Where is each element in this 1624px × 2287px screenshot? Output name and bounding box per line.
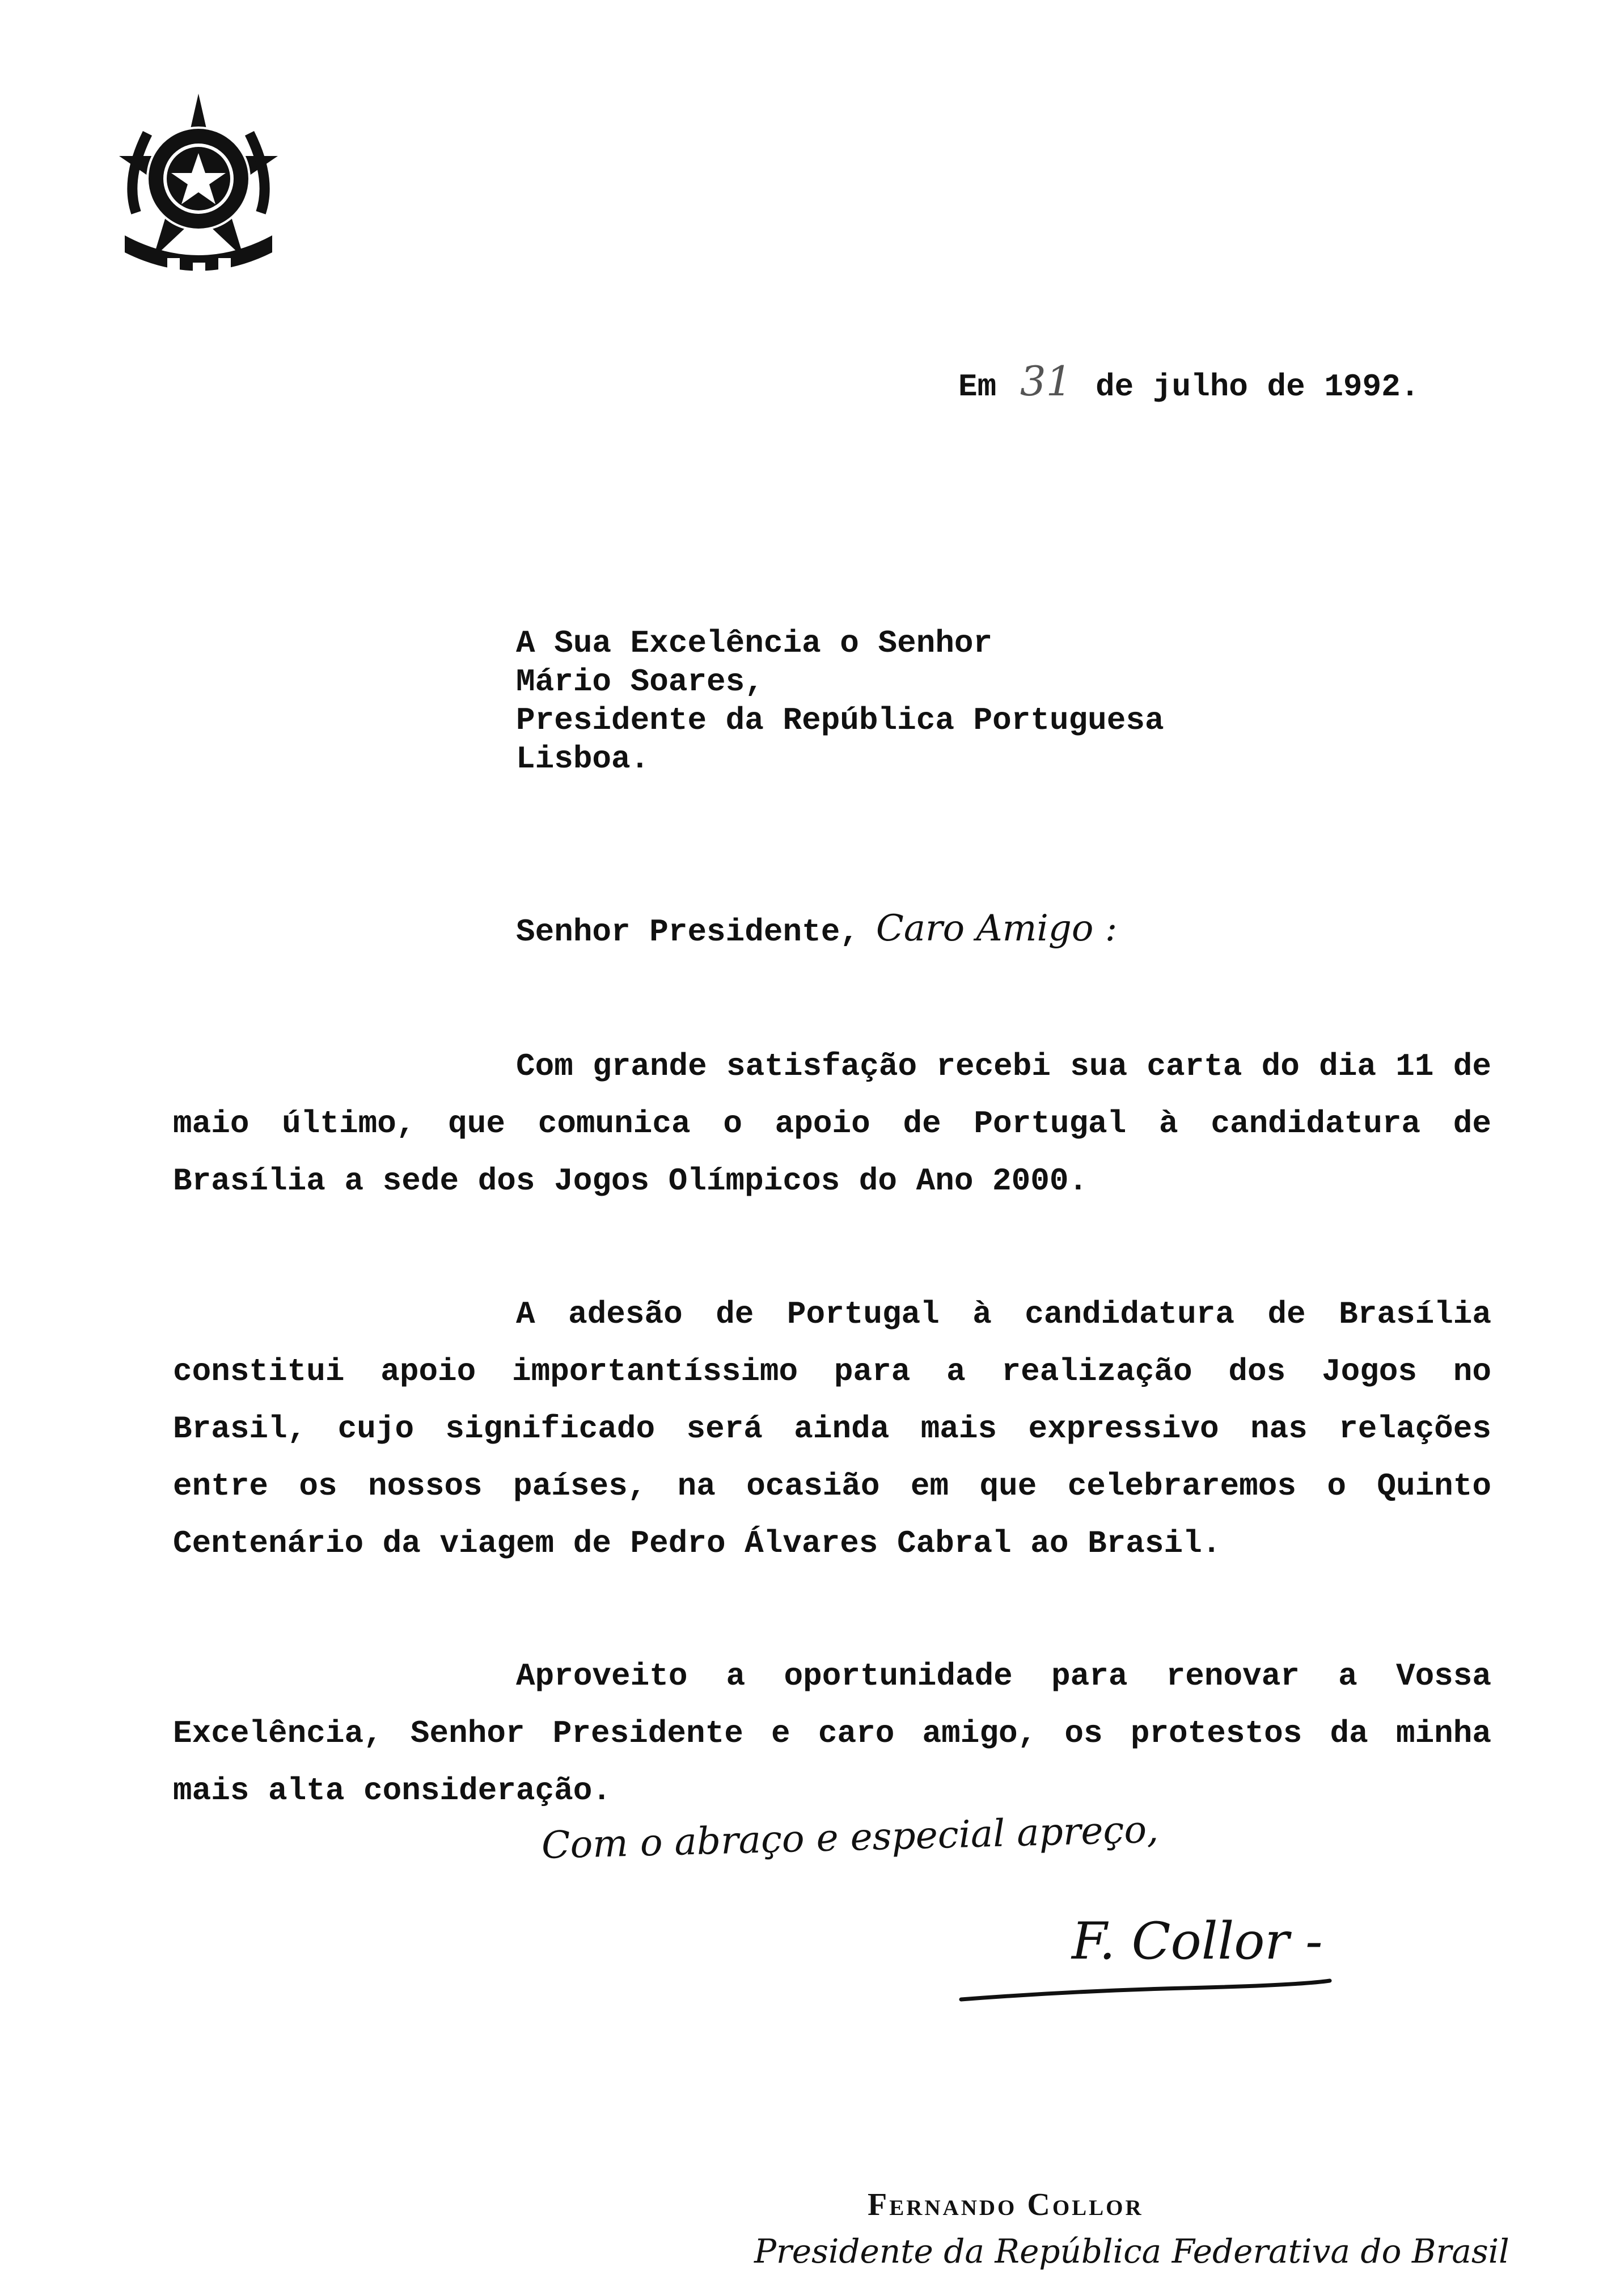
signer-name: Fernando Collor	[868, 2187, 1144, 2222]
addressee-line: Lisboa.	[516, 741, 650, 777]
addressee-line: Mário Soares,	[516, 664, 764, 700]
date-day-handwritten: 31	[1020, 357, 1072, 405]
date-prefix: Em	[958, 369, 997, 405]
paragraph-text: A adesão de Portugal à candidatura de Brasília constitui apoio importantíssimo para a realização dos Jogos no Brasil, cujo significado será ainda mais expressivo nas relações entre os nossos países, na ocasião em que celebraremos o Quinto Centenário da viagem de Pedro Álvares Cabral ao Brasil.	[173, 1296, 1491, 1562]
body-paragraph	[173, 1648, 1491, 1820]
signature-underline	[958, 1974, 1333, 2008]
salutation	[516, 908, 1117, 950]
addressee-block	[516, 624, 1164, 778]
body-paragraph	[173, 1286, 1491, 1572]
signature: F. Collor -	[1072, 1912, 1323, 1971]
coat-of-arms-icon	[113, 94, 284, 281]
addressee-line: A Sua Excelência o Senhor	[516, 625, 993, 661]
date-suffix: de julho de 1992.	[1096, 369, 1420, 405]
paragraph-text: Com grande satisfação recebi sua carta do dia 11 de maio último, que comunica o apoio de Portugal à candidatura de Brasília a sede dos Jogos Olímpicos do Ano 2000.	[173, 1048, 1491, 1199]
addressee-line: Presidente da República Portuguesa	[516, 702, 1164, 739]
signer-title: Presidente da República Federativa do Brasil	[754, 2232, 1509, 2271]
closing-handwritten: Com o abraço e especial apreço,	[540, 1807, 1159, 1867]
salutation-typed: Senhor Presidente,	[516, 914, 859, 950]
letter-date	[958, 357, 1419, 405]
salutation-handwritten: Caro Amigo :	[876, 908, 1118, 950]
body-paragraph	[173, 1038, 1491, 1210]
paragraph-text: Aproveito a oportunidade para renovar a Vossa Excelência, Senhor Presidente e caro amigo, os protestos da minha mais alta consideração.	[173, 1658, 1491, 1809]
